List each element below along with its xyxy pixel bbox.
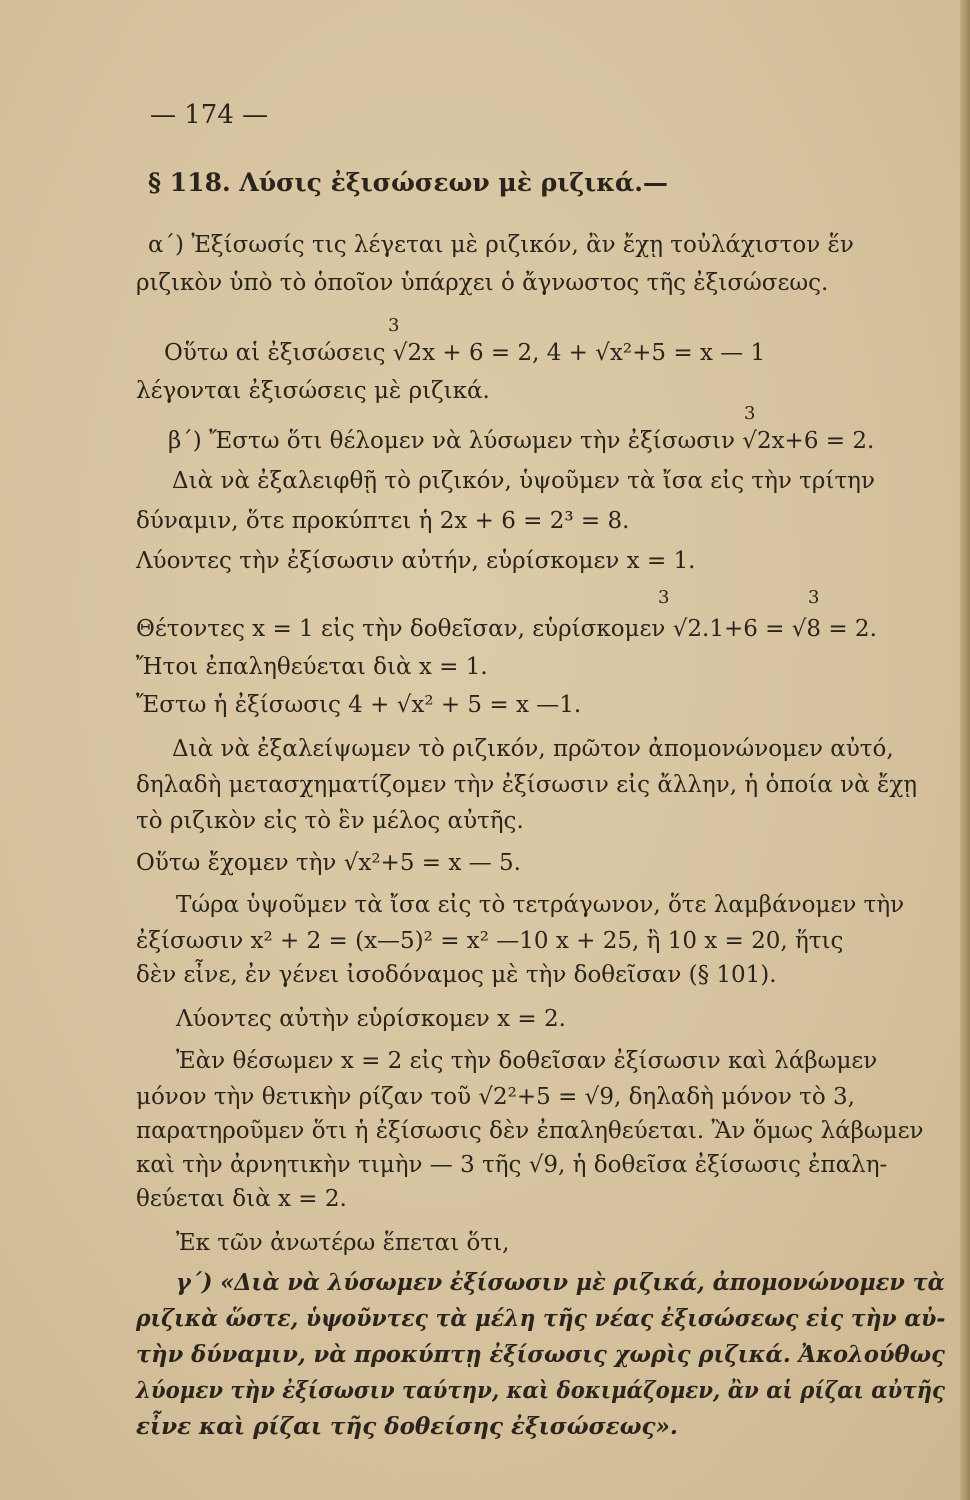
paragraph-line: Οὕτω αἱ ἐξισώσεις √2x + 6 = 2, 4 + √x²+5 = x — 1 xyxy=(164,340,766,366)
paragraph-line: μόνον τὴν θετικὴν ρίζαν τοῦ √2²+5 = √9, δηλαδὴ μόνον τὸ 3, xyxy=(136,1084,855,1110)
rule-line: ριζικὰ ὥστε, ὑψοῦντες τὰ μέλη τῆς νέας ἐξισώσεως εἰς τὴν αὐ- xyxy=(136,1305,946,1332)
paragraph-line: Ἤτοι ἐπαληθεύεται διὰ x = 1. xyxy=(136,654,488,680)
section-heading: § 118. Λύσις ἐξισώσεων μὲ ριζικά.— xyxy=(148,168,668,197)
paragraph-line: ριζικὸν ὑπὸ τὸ ὁποῖον ὑπάρχει ὁ ἄγνωστος τῆς ἐξισώσεως. xyxy=(136,270,829,296)
page-edge xyxy=(960,0,970,1500)
rule-line: λύομεν τὴν ἐξίσωσιν ταύτην, καὶ δοκιμάζομεν, ἂν αἱ ρίζαι αὐτῆς xyxy=(136,1377,945,1404)
paragraph-line: δύναμιν, ὅτε προκύπτει ἡ 2x + 6 = 2³ = 8. xyxy=(136,508,630,534)
paragraph-line: τὸ ριζικὸν εἰς τὸ ἓν μέλος αὐτῆς. xyxy=(136,808,524,834)
paragraph-line: Θέτοντες x = 1 εἰς τὴν δοθεῖσαν, εὑρίσκομεν √2.1+6 = √8 = 2. xyxy=(136,616,877,642)
paragraph-line: δὲν εἶνε, ἐν γένει ἰσοδόναμος μὲ τὴν δοθεῖσαν (§ 101). xyxy=(136,962,777,988)
paragraph-line: παρατηροῦμεν ὅτι ἡ ἐξίσωσις δὲν ἐπαληθεύεται. Ἂν ὅμως λάβωμεν xyxy=(136,1118,924,1144)
root-index: 3 xyxy=(744,403,756,424)
rule-line: τὴν δύναμιν, νὰ προκύπτῃ ἐξίσωσις χωρὶς ριζικά. Ἀκολούθως xyxy=(136,1341,945,1368)
paragraph-line: α΄) Ἐξίσωσίς τις λέγεται μὲ ριζικόν, ἂν ἔχῃ τοὐλάχιστον ἕν xyxy=(148,232,854,258)
rule-line: εἶνε καὶ ρίζαι τῆς δοθείσης ἐξισώσεως». xyxy=(136,1413,678,1440)
paragraph-line: Ἔστω ἡ ἐξίσωσις 4 + √x² + 5 = x —1. xyxy=(136,692,582,718)
paragraph-line: λέγονται ἐξισώσεις μὲ ριζικά. xyxy=(136,378,490,404)
paragraph-line: Διὰ νὰ ἐξαλείψωμεν τὸ ριζικόν, πρῶτον ἀπομονώνομεν αὐτό, xyxy=(172,736,894,762)
paragraph-line: Λύοντες τὴν ἐξίσωσιν αὐτήν, εὑρίσκομεν x = 1. xyxy=(136,548,696,574)
root-index: 3 xyxy=(808,587,820,608)
paragraph-line: Οὕτω ἔχομεν τὴν √x²+5 = x — 5. xyxy=(136,850,521,876)
paragraph-line: Ἐὰν θέσωμεν x = 2 εἰς τὴν δοθεῖσαν ἐξίσωσιν καὶ λάβωμεν xyxy=(176,1048,878,1074)
paragraph-line: Τώρα ὑψοῦμεν τὰ ἴσα εἰς τὸ τετράγωνον, ὅτε λαμβάνομεν τὴν xyxy=(176,892,905,918)
paragraph-line: Διὰ νὰ ἐξαλειφθῇ τὸ ριζικόν, ὑψοῦμεν τὰ ἴσα εἰς τὴν τρίτην xyxy=(172,468,875,494)
paragraph-line: Ἐκ τῶν ἀνωτέρω ἕπεται ὅτι, xyxy=(176,1230,510,1256)
paragraph-line: καὶ τὴν ἀρνητικὴν τιμὴν — 3 τῆς √9, ἡ δοθεῖσα ἐξίσωσις ἐπαλη- xyxy=(136,1152,888,1178)
paragraph-line: θεύεται διὰ x = 2. xyxy=(136,1186,347,1212)
rule-line: γ΄) «Διὰ νὰ λύσωμεν ἐξίσωσιν μὲ ριζικά, ἀπομονώνομεν τὰ xyxy=(176,1269,945,1296)
root-index: 3 xyxy=(388,315,400,336)
paragraph-line: δηλαδὴ μετασχηματίζομεν τὴν ἐξίσωσιν εἰς ἄλλην, ἡ ὁποία νὰ ἔχῃ xyxy=(136,772,918,798)
page-number: — 174 — xyxy=(150,100,269,130)
paragraph-line: ἐξίσωσιν x² + 2 = (x—5)² = x² —10 x + 25, ἢ 10 x = 20, ἥτις xyxy=(136,928,844,954)
root-index: 3 xyxy=(658,587,670,608)
paragraph-line: β΄) Ἔστω ὅτι θέλομεν νὰ λύσωμεν τὴν ἐξίσωσιν √2x+6 = 2. xyxy=(168,428,875,454)
paragraph-line: Λύοντες αὐτὴν εὑρίσκομεν x = 2. xyxy=(176,1006,566,1032)
